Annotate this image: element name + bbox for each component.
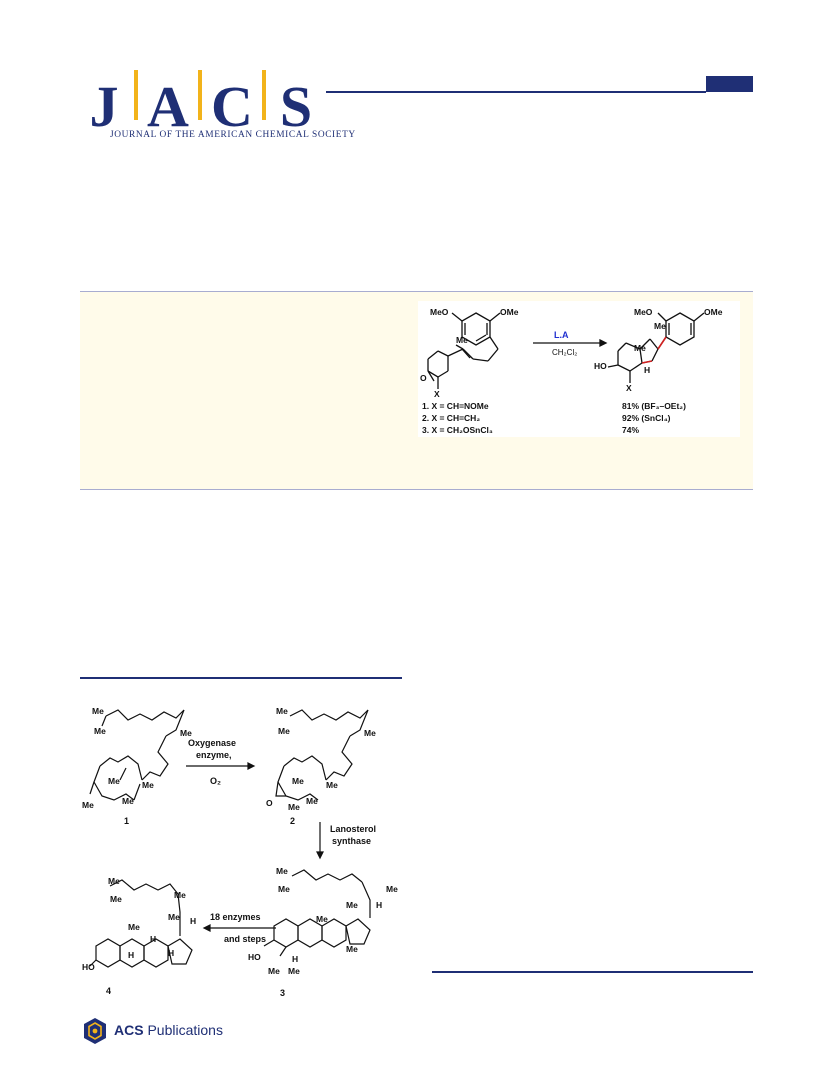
- scheme-3-me-e: Me: [316, 914, 328, 924]
- toc-product-x: X: [626, 383, 632, 393]
- toc-substrate-2: 2. X = CH=CH₂: [422, 413, 481, 423]
- toc-ome-label: OMe: [500, 307, 519, 317]
- logo-divider: [198, 70, 202, 120]
- scheme-2-me-d: Me: [292, 776, 304, 786]
- scheme-4-me-b: Me: [110, 894, 122, 904]
- acs-publications-text: [114, 1022, 223, 1038]
- acs-publications-logo: [80, 1016, 240, 1046]
- acs-text-rest: Publications: [147, 1022, 223, 1038]
- scheme-3-me-c: Me: [386, 884, 398, 894]
- toc-product-h: H: [644, 365, 651, 375]
- scheme-4-h-a: H: [190, 916, 197, 926]
- scheme-1-me-a: Me: [92, 706, 104, 716]
- logo-letter-c: C: [211, 74, 253, 139]
- scheme-4-h-c: H: [128, 950, 135, 960]
- acs-text-bold: ACS: [114, 1022, 144, 1038]
- right-column-rule: [432, 971, 753, 973]
- step1-reagent-line2: enzyme,: [196, 750, 232, 760]
- toc-product-ome: OMe: [704, 307, 723, 317]
- scheme-1-me-d: Me: [108, 776, 120, 786]
- scheme-1-me-f: Me: [122, 796, 134, 806]
- scheme-2-o: O: [266, 798, 273, 808]
- scheme-4-me-d: Me: [168, 912, 180, 922]
- scheme-3-me-d: Me: [346, 900, 358, 910]
- scheme-structures: [80, 690, 402, 1010]
- toc-substrate-1: 1. X = CH=NOMe: [422, 401, 489, 411]
- scheme-2-me-a: Me: [276, 706, 288, 716]
- step1-reagent-line1: Oxygenase: [188, 738, 237, 748]
- scheme-3-me-h: Me: [288, 966, 300, 976]
- logo-letter-j: J: [89, 74, 119, 139]
- scheme-3-h-a: H: [376, 900, 383, 910]
- scheme-1-me-g: Me: [82, 800, 94, 810]
- compound-number-3: 3: [280, 988, 286, 998]
- logo-divider: [134, 70, 138, 120]
- header-block: [706, 76, 753, 92]
- step2-reagent-line1: Lanosterol: [330, 824, 377, 834]
- compound-number-1: 1: [124, 816, 130, 826]
- scheme-4-me-a: Me: [108, 876, 120, 886]
- scheme-3-ho: HO: [248, 952, 261, 962]
- scheme-3-me-f: Me: [346, 944, 358, 954]
- toc-graphic: [418, 301, 740, 437]
- toc-me-label: Me: [456, 335, 468, 345]
- toc-solvent: CH₂Cl₂: [552, 348, 578, 357]
- toc-product-meo: MeO: [634, 307, 653, 317]
- scheme-rule: [80, 677, 402, 679]
- toc-yield-1: 81% (BF₃–OEt₂): [622, 401, 686, 411]
- scheme-4-h-d: H: [168, 948, 175, 958]
- scheme-1-me-c: Me: [180, 728, 192, 738]
- biosynthesis-scheme: [80, 690, 402, 1010]
- toc-meo-label: MeO: [430, 307, 449, 317]
- scheme-1-me-e: Me: [142, 780, 154, 790]
- scheme-2-me-b: Me: [278, 726, 290, 736]
- scheme-1-me-b: Me: [94, 726, 106, 736]
- scheme-2-me-f: Me: [306, 796, 318, 806]
- scheme-4-ho: HO: [82, 962, 95, 972]
- toc-o-label: O: [420, 373, 427, 383]
- scheme-2-me-c: Me: [364, 728, 376, 738]
- toc-product-me2: Me: [634, 343, 646, 353]
- step1-reagent-line3: O₂: [210, 776, 221, 786]
- scheme-4-me-e: Me: [128, 922, 140, 932]
- toc-product-me1: Me: [654, 321, 666, 331]
- step2-reagent-line2: synthase: [332, 836, 372, 846]
- logo-letter-a: A: [147, 74, 189, 139]
- scheme-3-me-b: Me: [278, 884, 290, 894]
- step3-reagent-line1: 18 enzymes: [210, 912, 261, 922]
- scheme-2-me-g: Me: [288, 802, 300, 812]
- compound-number-4: 4: [106, 986, 112, 996]
- journal-logo: [80, 70, 356, 150]
- toc-x-label: X: [434, 389, 440, 399]
- logo-divider: [262, 70, 266, 120]
- toc-yield-3: 74%: [622, 425, 640, 435]
- scheme-2-me-e: Me: [326, 780, 338, 790]
- compound-number-2: 2: [290, 816, 296, 826]
- scheme-3-me-a: Me: [276, 866, 288, 876]
- scheme-4-h-b: H: [150, 934, 157, 944]
- scheme-3-h-b: H: [292, 954, 299, 964]
- toc-product-ho: HO: [594, 361, 607, 371]
- scheme-3-me-g: Me: [268, 966, 280, 976]
- toc-substrate-3: 3. X = CH₂OSnCl₃: [422, 425, 493, 435]
- scheme-4-me-c: Me: [174, 890, 186, 900]
- logo-letter-s: S: [279, 74, 313, 139]
- toc-reagent: L.A: [554, 330, 569, 340]
- header-rule: [326, 91, 706, 93]
- journal-subtitle: JOURNAL OF THE AMERICAN CHEMICAL SOCIETY: [110, 130, 356, 140]
- acs-emblem-icon: [80, 1016, 110, 1046]
- step3-reagent-line2: and steps: [224, 934, 267, 944]
- toc-yield-2: 92% (SnCl₄): [622, 413, 671, 423]
